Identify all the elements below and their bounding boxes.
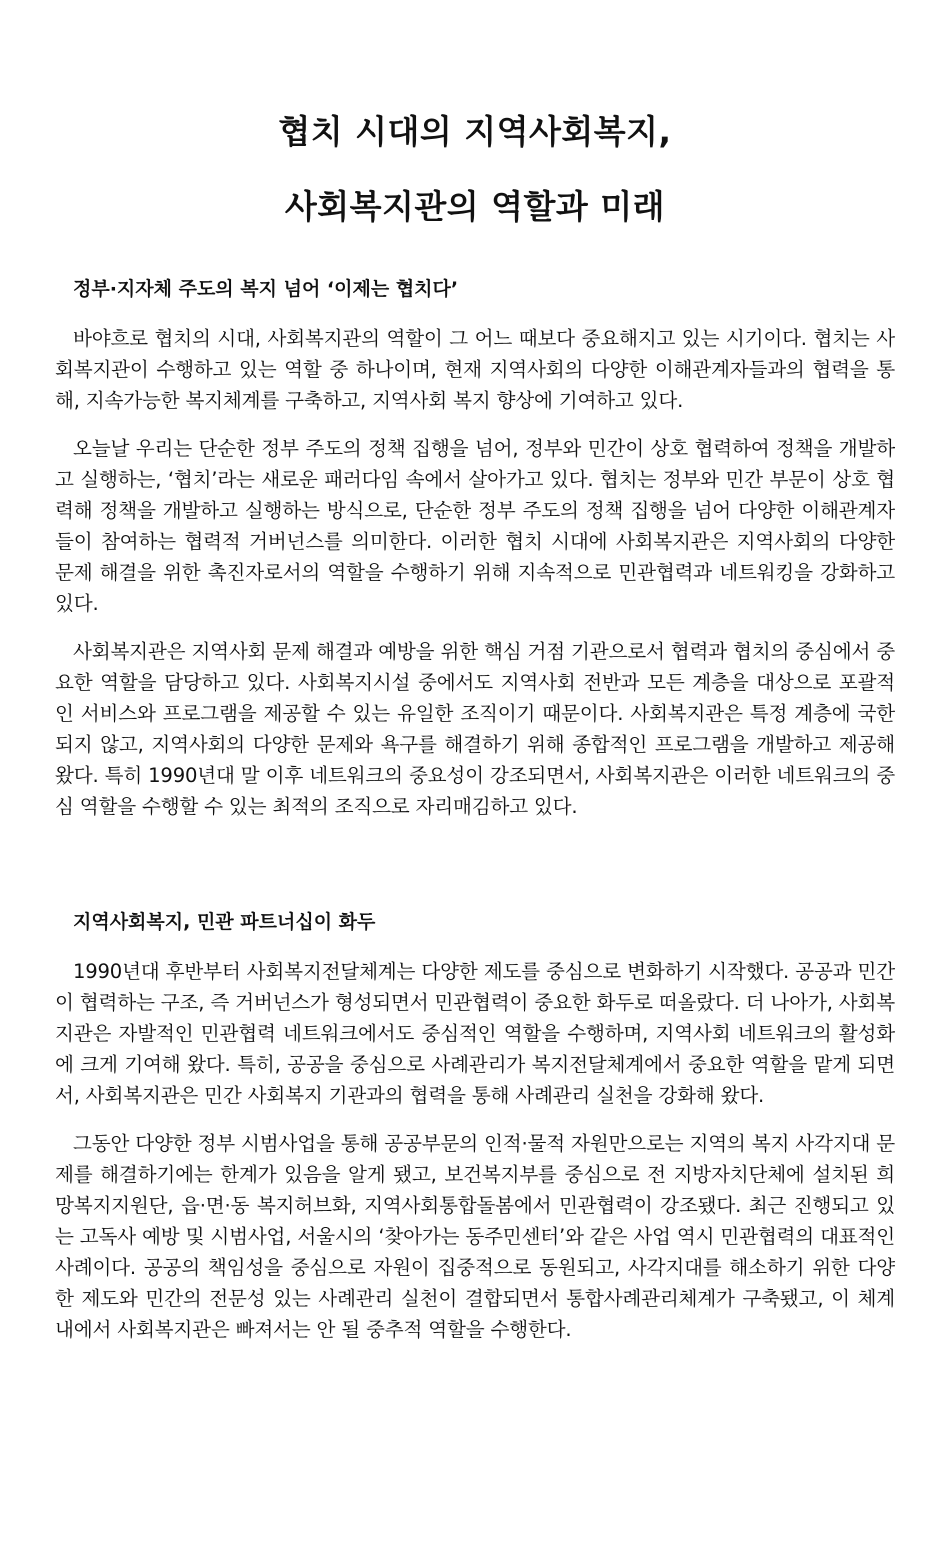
title-block [55,0,895,227]
body-paragraph: 그동안 다양한 정부 시범사업을 통해 공공부문의 인적·물적 자원만으로는 지역의 복지 사각지대 문제를 해결하기에는 한계가 있음을 알게 됐고, 보건복지부를 중심으로 전 지방자치단체에 설치된 희망복지지원단, 읍·면·동 복지허브화, 지역사회통합돌봄에서 민관협력이 강조됐다. 최근 진행되고 있는 고독사 예방 및 시범사업, 서울시의 ‘찾아가는 동주민센터’와 같은 사업 역시 민관협력의 대표적인 사례이다. 공공의 책임성을 중심으로 자원이 집중적으로 동원되고, 사각지대를 해소하기 위한 다양한 제도와 민간의 전문성 있는 사례관리 실천이 결합되면서 통합사례관리체계가 구축됐고, 이 체계 내에서 사회복지관은 빠져서는 안 될 중추적 역할을 수행한다. [55,1132,895,1341]
section-partnership [55,908,895,1345]
section-governance [55,275,895,822]
section-heading: 정부·지자체 주도의 복지 넘어 ‘이제는 협치다’ [73,278,459,300]
document-title-line-1: 협치 시대의 지역사회복지, [278,112,672,151]
section-heading: 지역사회복지, 민관 파트너십이 화두 [73,911,376,933]
body-paragraph: 사회복지관은 지역사회 문제 해결과 예방을 위한 핵심 거점 기관으로서 협력과 협치의 중심에서 중요한 역할을 담당하고 있다. 사회복지시설 중에서도 지역사회 전반과 모든 계층을 대상으로 포괄적인 서비스와 프로그램을 제공할 수 있는 유일한 조직이기 때문이다. 사회복지관은 특정 계층에 국한되지 않고, 지역사회의 다양한 문제와 욕구를 해결하기 위해 종합적인 프로그램을 개발하고 제공해 왔다. 특히 1990년대 말 이후 네트워크의 중요성이 강조되면서, 사회복지관은 이러한 네트워크의 중심 역할을 수행할 수 있는 최적의 조직으로 자리매김하고 있다. [55,640,895,818]
body-paragraph: 오늘날 우리는 단순한 정부 주도의 정책 집행을 넘어, 정부와 민간이 상호 협력하여 정책을 개발하고 실행하는, ‘협치’라는 새로운 패러다임 속에서 살아가고 있다. 협치는 정부와 민간 부문이 상호 협력해 정책을 개발하고 실행하는 방식으로, 단순한 정부 주도의 정책 집행을 넘어 다양한 이해관계자들이 참여하는 협력적 거버넌스를 의미한다. 이러한 협치 시대에 사회복지관은 지역사회의 다양한 문제 해결을 위한 촉진자로서의 역할을 수행하기 위해 지속적으로 민관협력과 네트워킹을 강화하고 있다. [55,437,895,615]
body-paragraph: 바야흐로 협치의 시대, 사회복지관의 역할이 그 어느 때보다 중요해지고 있는 시기이다. 협치는 사회복지관이 수행하고 있는 역할 중 하나이며, 현재 지역사회의 다양한 이해관계자들과의 협력을 통해, 지속가능한 복지체계를 구축하고, 지역사회 복지 향상에 기여하고 있다. [55,327,895,412]
document-title-line-2: 사회복지관의 역할과 미래 [284,187,666,226]
body-paragraph: 1990년대 후반부터 사회복지전달체계는 다양한 제도를 중심으로 변화하기 시작했다. 공공과 민간이 협력하는 구조, 즉 거버넌스가 형성되면서 민관협력이 중요한 화두로 떠올랐다. 더 나아가, 사회복지관은 자발적인 민관협력 네트워크에서도 중심적인 역할을 수행하며, 지역사회 네트워크의 활성화에 크게 기여해 왔다. 특히, 공공을 중심으로 사례관리가 복지전달체계에서 중요한 역할을 맡게 되면서, 사회복지관은 민간 사회복지 기관과의 협력을 통해 사례관리 실천을 강화해 왔다. [55,960,895,1107]
